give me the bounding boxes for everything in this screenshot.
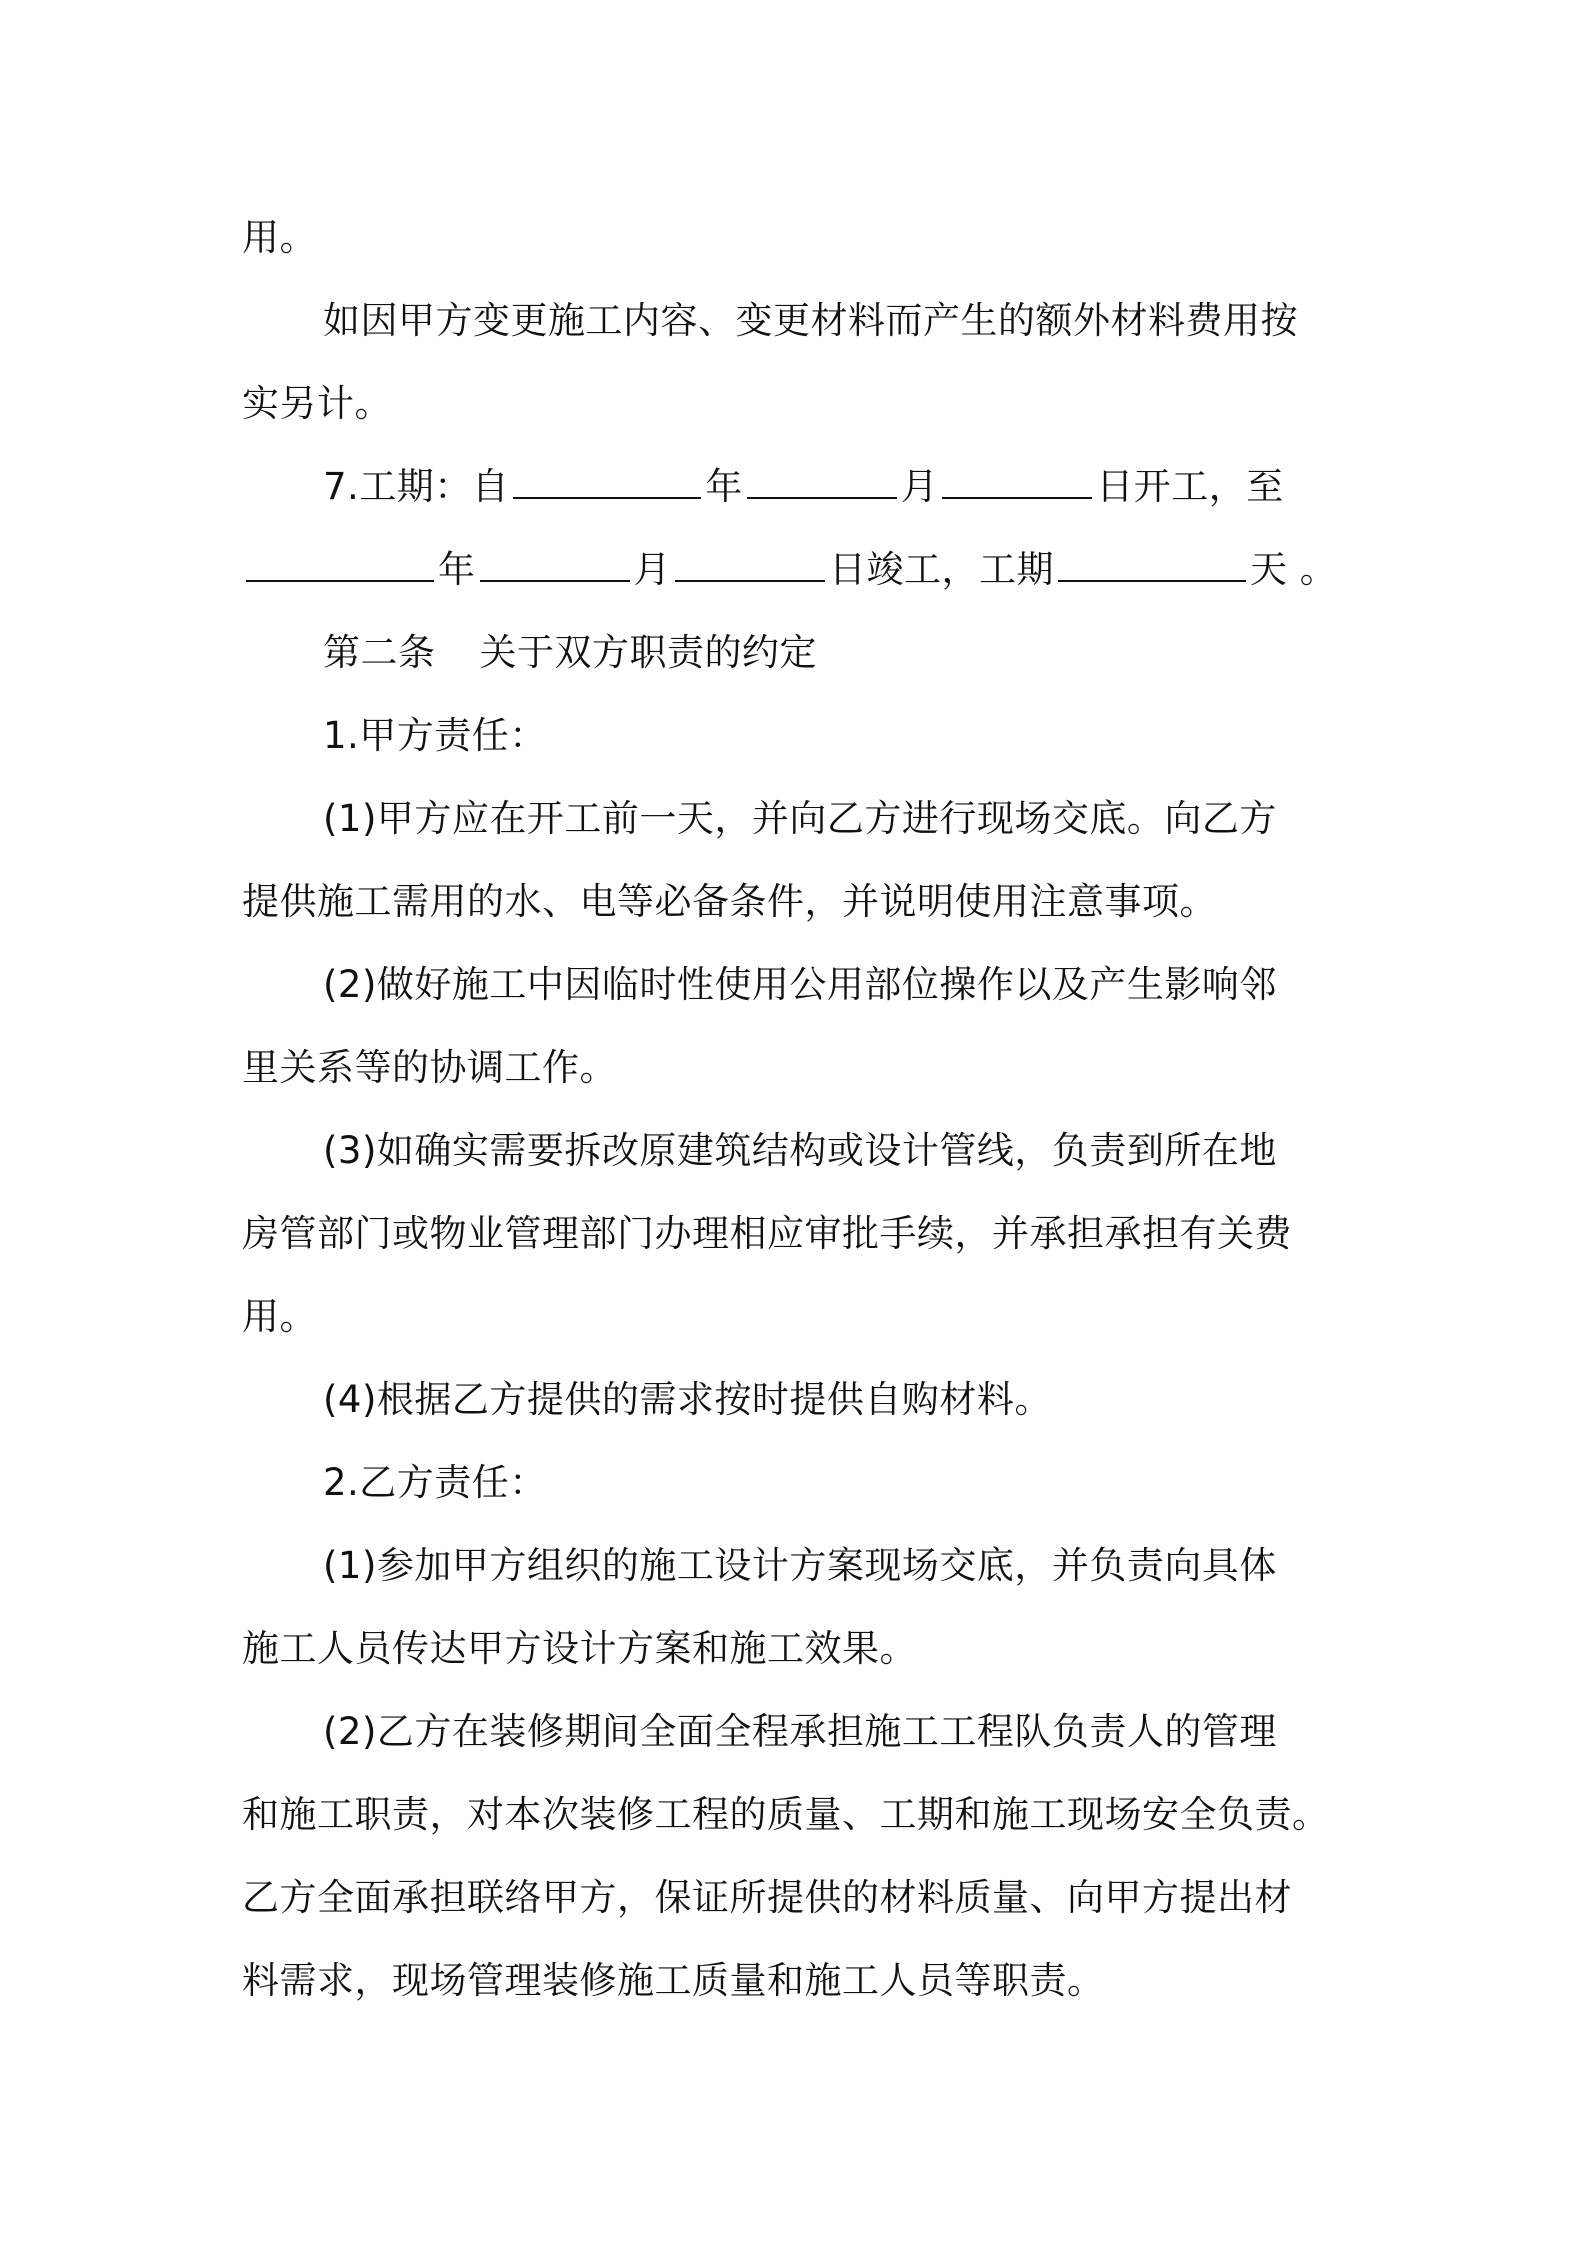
paragraph-line: 实另计。 [242, 382, 392, 425]
year-label: 年 [438, 548, 476, 591]
schedule-label: 7.工期：自 [323, 465, 510, 508]
start-day-label: 日开工，至 [1096, 465, 1284, 508]
paragraph-line: (2)乙方在装修期间全面全程承担施工工程队负责人的管理 [323, 1710, 1277, 1753]
month-label: 月 [633, 548, 671, 591]
month-label: 月 [900, 465, 939, 508]
end-day-label: 日竣工，工期 [829, 548, 1054, 591]
paragraph-line: 里关系等的协调工作。 [242, 1046, 617, 1089]
blank-end-month [480, 550, 630, 582]
paragraph-line: 用。 [242, 1295, 317, 1338]
paragraph-line: 料需求，现场管理装修施工质量和施工人员等职责。 [242, 1959, 1105, 2002]
blank-start-day [942, 467, 1092, 499]
paragraph-line: 和施工职责，对本次装修工程的质量、工期和施工现场安全负责。 [242, 1793, 1330, 1836]
blank-start-year [513, 467, 701, 499]
schedule-line-1 [242, 445, 1362, 528]
section-title: 关于双方职责的约定 [479, 631, 817, 674]
paragraph-line: 房管部门或物业管理部门办理相应审批手续，并承担承担有关费 [242, 1212, 1292, 1255]
section-number: 第二条 [323, 631, 436, 674]
document-body [242, 196, 1362, 2022]
year-label: 年 [705, 465, 743, 508]
blank-end-day [675, 550, 825, 582]
paragraph-line: 提供施工需用的水、电等必备条件，并说明使用注意事项。 [242, 880, 1217, 923]
subheading-party-a: 1.甲方责任： [323, 714, 547, 757]
paragraph-line: (1)参加甲方组织的施工设计方案现场交底，并负责向具体 [323, 1544, 1277, 1587]
schedule-line-2 [242, 528, 1362, 611]
paragraph-line: (2)做好施工中因临时性使用公用部位操作以及产生影响邻 [323, 963, 1277, 1006]
days-label: 天 。 [1250, 548, 1338, 591]
paragraph-line: 施工人员传达甲方设计方案和施工效果。 [242, 1627, 917, 1670]
paragraph-line: 如因甲方变更施工内容、变更材料而产生的额外材料费用按 [323, 299, 1298, 342]
blank-duration-days [1058, 550, 1246, 582]
blank-start-month [747, 467, 897, 499]
paragraph-line: 用。 [242, 216, 317, 259]
paragraph-line: 乙方全面承担联络甲方，保证所提供的材料质量、向甲方提出材 [242, 1876, 1292, 1919]
paragraph-line: (1)甲方应在开工前一天，并向乙方进行现场交底。向乙方 [323, 797, 1277, 840]
blank-end-year [246, 550, 434, 582]
section-heading [242, 611, 1362, 694]
subheading-party-b: 2.乙方责任： [323, 1461, 547, 1504]
paragraph-line: (3)如确实需要拆改原建筑结构或设计管线，负责到所在地 [323, 1129, 1277, 1172]
paragraph-line: (4)根据乙方提供的需求按时提供自购材料。 [323, 1378, 1052, 1421]
